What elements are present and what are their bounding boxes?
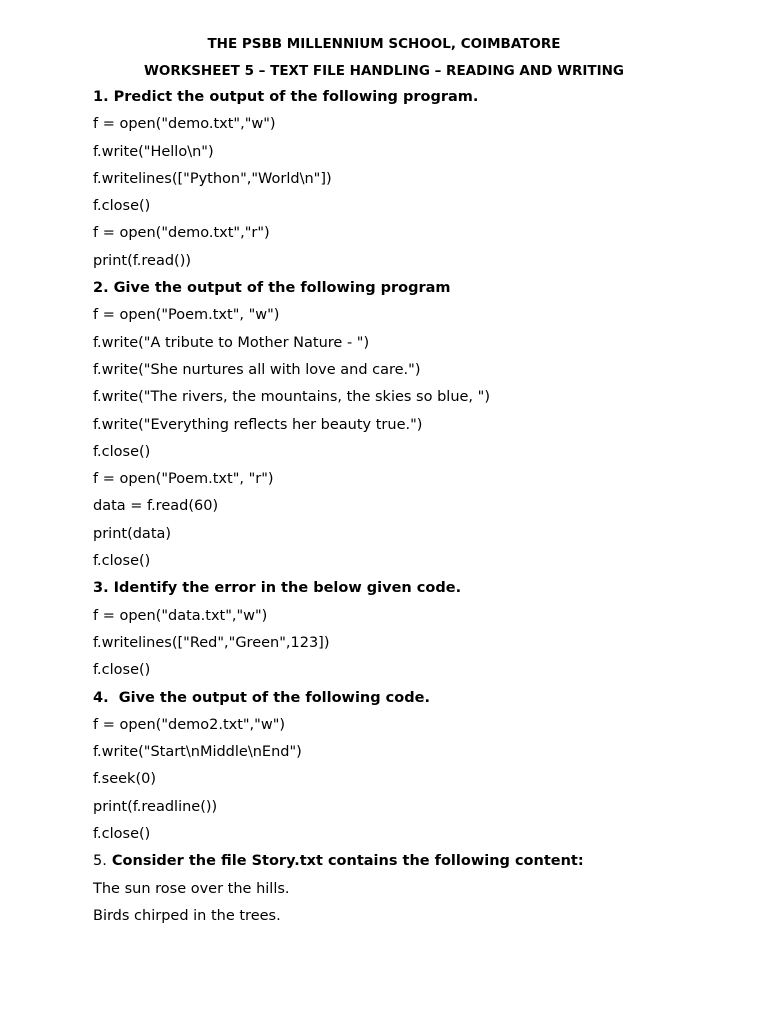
code-line: f.write("Hello\n") <box>93 143 214 160</box>
code-line: f = open("demo.txt","w") <box>93 116 276 133</box>
question-5-text: Consider the file Story.txt contains the following content: <box>111 853 584 870</box>
worksheet-title: WORKSHEET 5 – TEXT FILE HANDLING – READING AND WRITING <box>143 63 624 79</box>
worksheet-body <box>93 88 733 934</box>
story-line: The sun rose over the hills. <box>93 880 290 897</box>
code-line: print(f.readline()) <box>93 798 218 815</box>
code-line: f.close() <box>93 443 151 460</box>
code-line: f.close() <box>93 826 151 843</box>
code-line: f.seek(0) <box>93 771 156 788</box>
code-line: f = open("demo2.txt","w") <box>93 716 286 733</box>
question-4: 4. Give the output of the following code. <box>93 689 430 706</box>
code-line: f.writelines(["Red","Green",123]) <box>93 634 330 651</box>
question-2: 2. Give the output of the following program <box>93 280 451 297</box>
code-line: f = open("data.txt","w") <box>93 607 268 624</box>
story-line: Birds chirped in the trees. <box>93 907 281 924</box>
question-3: 3. Identify the error in the below given code. <box>93 580 462 597</box>
question-1: 1. Predict the output of the following program. <box>93 89 479 105</box>
code-line: f.close() <box>93 198 151 215</box>
code-line: f.write("The rivers, the mountains, the skies so blue, ") <box>93 389 490 406</box>
question-5-number: 5. <box>93 853 107 870</box>
school-name: THE PSBB MILLENNIUM SCHOOL, COIMBATORE <box>207 36 561 52</box>
code-line: f.close() <box>93 553 151 570</box>
question-5 <box>93 852 733 879</box>
code-line: f = open("Poem.txt", "w") <box>93 307 280 324</box>
code-line: f.write("Everything reflects her beauty true.") <box>93 416 423 433</box>
code-line: print(f.read()) <box>93 252 192 269</box>
code-line: f.writelines(["Python","World\n"]) <box>93 170 332 187</box>
code-line: f.write("A tribute to Mother Nature - ") <box>93 334 370 351</box>
code-line: f = open("demo.txt","r") <box>93 225 270 242</box>
code-line: f.close() <box>93 662 151 679</box>
code-line: f.write("She nurtures all with love and care.") <box>93 361 421 378</box>
code-line: f.write("Start\nMiddle\nEnd") <box>93 744 302 761</box>
code-line: f = open("Poem.txt", "r") <box>93 471 274 488</box>
code-line: print(data) <box>93 525 172 542</box>
code-line: data = f.read(60) <box>93 498 219 515</box>
